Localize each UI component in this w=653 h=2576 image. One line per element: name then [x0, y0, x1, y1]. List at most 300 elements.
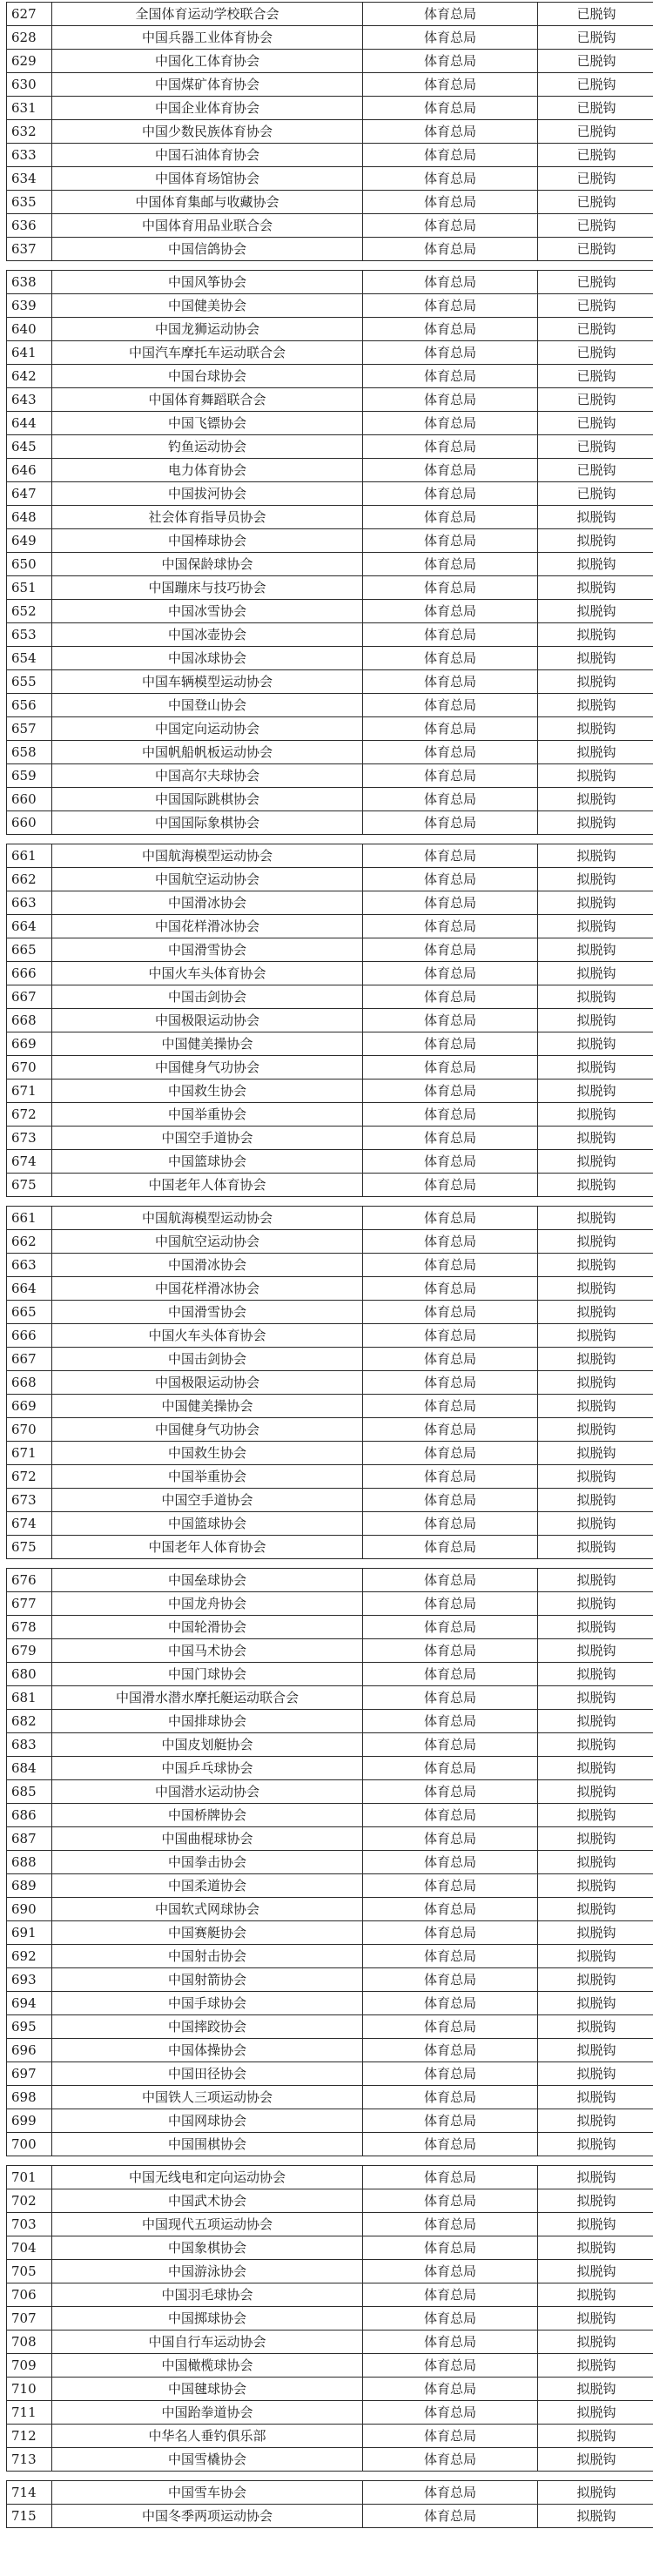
- table-row: [7, 741, 653, 764]
- supervising-department: 体育总局: [363, 2086, 538, 2109]
- supervising-department: 体育总局: [363, 388, 538, 412]
- decoupling-status: 拟脱钩: [538, 1348, 653, 1371]
- table-row: [7, 2133, 653, 2156]
- row-number: 659: [7, 764, 52, 788]
- row-number: 671: [7, 1079, 52, 1103]
- row-number: 672: [7, 1465, 52, 1489]
- decoupling-status: 已脱钩: [538, 238, 653, 261]
- supervising-department: 体育总局: [363, 2505, 538, 2528]
- association-name: 中国滑冰协会: [52, 1254, 363, 1277]
- row-number: 699: [7, 2109, 52, 2133]
- supervising-department: 体育总局: [363, 167, 538, 191]
- supervising-department: 体育总局: [363, 717, 538, 741]
- decoupling-status: 拟脱钩: [538, 1395, 653, 1418]
- decoupling-status: 已脱钩: [538, 144, 653, 167]
- table-row: [7, 576, 653, 600]
- row-number: 695: [7, 2015, 52, 2039]
- decoupling-status: 拟脱钩: [538, 2109, 653, 2133]
- row-number: 673: [7, 1127, 52, 1150]
- association-name: 中国滑冰协会: [52, 891, 363, 915]
- row-number: 660: [7, 788, 52, 811]
- supervising-department: 体育总局: [363, 214, 538, 238]
- row-number: 671: [7, 1442, 52, 1465]
- decoupling-status: 拟脱钩: [538, 915, 653, 938]
- row-number: 712: [7, 2425, 52, 2448]
- row-number: 705: [7, 2260, 52, 2283]
- table-row: [7, 97, 653, 120]
- supervising-department: 体育总局: [363, 1592, 538, 1616]
- decoupling-status: 拟脱钩: [538, 506, 653, 529]
- supervising-department: 体育总局: [363, 2109, 538, 2133]
- association-name: 中国健美操协会: [52, 1395, 363, 1418]
- table-row: [7, 1230, 653, 1254]
- row-number: 685: [7, 1780, 52, 1804]
- supervising-department: 体育总局: [363, 529, 538, 553]
- decoupling-status: 拟脱钩: [538, 1009, 653, 1032]
- decoupling-status: 拟脱钩: [538, 1639, 653, 1663]
- decoupling-status: 拟脱钩: [538, 2166, 653, 2189]
- table-row: [7, 2425, 653, 2448]
- table-row: [7, 2307, 653, 2331]
- supervising-department: 体育总局: [363, 1489, 538, 1512]
- row-number: 651: [7, 576, 52, 600]
- table-row: [7, 2354, 653, 2378]
- association-name: 中国高尔夫球协会: [52, 764, 363, 788]
- row-number: 686: [7, 1804, 52, 1827]
- decoupling-status: 拟脱钩: [538, 1968, 653, 1992]
- supervising-department: 体育总局: [363, 1992, 538, 2015]
- decoupling-status: 已脱钩: [538, 318, 653, 341]
- decoupling-status: 拟脱钩: [538, 2039, 653, 2062]
- table-row: [7, 26, 653, 50]
- association-name: 中国花样滑冰协会: [52, 1277, 363, 1301]
- association-name: 中国田径协会: [52, 2062, 363, 2086]
- supervising-department: 体育总局: [363, 2401, 538, 2425]
- decoupling-status: 拟脱钩: [538, 2086, 653, 2109]
- table-row: [7, 1536, 653, 1559]
- decoupling-status: 拟脱钩: [538, 576, 653, 600]
- decoupling-status: 拟脱钩: [538, 2331, 653, 2354]
- decoupling-status: 拟脱钩: [538, 670, 653, 694]
- association-name: 中国射箭协会: [52, 1968, 363, 1992]
- supervising-department: 体育总局: [363, 938, 538, 962]
- decoupling-status: 拟脱钩: [538, 2283, 653, 2307]
- supervising-department: 体育总局: [363, 238, 538, 261]
- table-row: [7, 412, 653, 435]
- table-row: [7, 2448, 653, 2472]
- row-number: 637: [7, 238, 52, 261]
- association-name: 中国棒球协会: [52, 529, 363, 553]
- association-name: 中国国际象棋协会: [52, 811, 363, 835]
- supervising-department: 体育总局: [363, 844, 538, 868]
- association-name: 中国信鸽协会: [52, 238, 363, 261]
- association-name: 中国火车头体育协会: [52, 962, 363, 985]
- decoupling-status: 拟脱钩: [538, 1371, 653, 1395]
- supervising-department: 体育总局: [363, 2039, 538, 2062]
- decoupling-status: 拟脱钩: [538, 1032, 653, 1056]
- supervising-department: 体育总局: [363, 1569, 538, 1592]
- association-name: 中国车辆模型运动协会: [52, 670, 363, 694]
- association-name: 中国健美操协会: [52, 1032, 363, 1056]
- table-row: [7, 1512, 653, 1536]
- association-table: [6, 270, 653, 835]
- decoupling-status: 拟脱钩: [538, 2189, 653, 2213]
- table-row: [7, 50, 653, 73]
- supervising-department: 体育总局: [363, 1686, 538, 1710]
- table-row: [7, 1207, 653, 1230]
- supervising-department: 体育总局: [363, 1804, 538, 1827]
- decoupling-status: 拟脱钩: [538, 1921, 653, 1945]
- row-number: 697: [7, 2062, 52, 2086]
- decoupling-status: 已脱钩: [538, 482, 653, 506]
- table-row: [7, 1056, 653, 1079]
- association-name: 中国象棋协会: [52, 2236, 363, 2260]
- table-row: [7, 670, 653, 694]
- row-number: 701: [7, 2166, 52, 2189]
- row-number: 693: [7, 1968, 52, 1992]
- table-segment: [6, 2, 647, 261]
- supervising-department: 体育总局: [363, 1512, 538, 1536]
- association-name: 中国马术协会: [52, 1639, 363, 1663]
- row-number: 650: [7, 553, 52, 576]
- row-number: 661: [7, 844, 52, 868]
- association-name: 中国汽车摩托车运动联合会: [52, 341, 363, 365]
- decoupling-status: 拟脱钩: [538, 1945, 653, 1968]
- supervising-department: 体育总局: [363, 1536, 538, 1559]
- decoupling-status: 拟脱钩: [538, 717, 653, 741]
- table-row: [7, 2401, 653, 2425]
- decoupling-status: 已脱钩: [538, 294, 653, 318]
- row-number: 692: [7, 1945, 52, 1968]
- row-number: 635: [7, 191, 52, 214]
- association-name: 中国冰雪协会: [52, 600, 363, 623]
- supervising-department: 体育总局: [363, 506, 538, 529]
- decoupling-status: 拟脱钩: [538, 2062, 653, 2086]
- supervising-department: 体育总局: [363, 962, 538, 985]
- table-row: [7, 506, 653, 529]
- table-row: [7, 1569, 653, 1592]
- association-name: 中国游泳协会: [52, 2260, 363, 2283]
- association-name: 中国羽毛球协会: [52, 2283, 363, 2307]
- row-number: 665: [7, 938, 52, 962]
- supervising-department: 体育总局: [363, 915, 538, 938]
- row-number: 694: [7, 1992, 52, 2015]
- table-row: [7, 2283, 653, 2307]
- row-number: 690: [7, 1898, 52, 1921]
- decoupling-status: 拟脱钩: [538, 1569, 653, 1592]
- supervising-department: 体育总局: [363, 435, 538, 459]
- table-row: [7, 191, 653, 214]
- decoupling-status: 拟脱钩: [538, 1851, 653, 1874]
- supervising-department: 体育总局: [363, 2236, 538, 2260]
- association-name: 中国体育用品业联合会: [52, 214, 363, 238]
- association-name: 电力体育协会: [52, 459, 363, 482]
- table-row: [7, 1032, 653, 1056]
- table-row: [7, 1780, 653, 1804]
- association-name: 中国保龄球协会: [52, 553, 363, 576]
- association-name: 中国体育舞蹈联合会: [52, 388, 363, 412]
- table-row: [7, 1827, 653, 1851]
- association-name: 中国航海模型运动协会: [52, 844, 363, 868]
- association-name: 中国蹦床与技巧协会: [52, 576, 363, 600]
- row-number: 642: [7, 365, 52, 388]
- association-name: 中国健美协会: [52, 294, 363, 318]
- table-row: [7, 844, 653, 868]
- decoupling-status: 已脱钩: [538, 271, 653, 294]
- supervising-department: 体育总局: [363, 2260, 538, 2283]
- association-name: 中国救生协会: [52, 1079, 363, 1103]
- table-row: [7, 1663, 653, 1686]
- supervising-department: 体育总局: [363, 694, 538, 717]
- supervising-department: 体育总局: [363, 459, 538, 482]
- table-row: [7, 1851, 653, 1874]
- row-number: 700: [7, 2133, 52, 2156]
- association-name: 中国潜水运动协会: [52, 1780, 363, 1804]
- supervising-department: 体育总局: [363, 1230, 538, 1254]
- table-row: [7, 2213, 653, 2236]
- supervising-department: 体育总局: [363, 788, 538, 811]
- row-number: 687: [7, 1827, 52, 1851]
- decoupling-status: 拟脱钩: [538, 1616, 653, 1639]
- association-name: 中国橄榄球协会: [52, 2354, 363, 2378]
- row-number: 655: [7, 670, 52, 694]
- row-number: 714: [7, 2481, 52, 2505]
- decoupling-status: 拟脱钩: [538, 2425, 653, 2448]
- association-name: 中国救生协会: [52, 1442, 363, 1465]
- supervising-department: 体育总局: [363, 1757, 538, 1780]
- row-number: 708: [7, 2331, 52, 2354]
- table-row: [7, 1710, 653, 1733]
- row-number: 661: [7, 1207, 52, 1230]
- row-number: 680: [7, 1663, 52, 1686]
- table-row: [7, 1277, 653, 1301]
- row-number: 645: [7, 435, 52, 459]
- decoupling-status: 已脱钩: [538, 97, 653, 120]
- row-number: 627: [7, 3, 52, 26]
- supervising-department: 体育总局: [363, 1324, 538, 1348]
- decoupling-status: 拟脱钩: [538, 1536, 653, 1559]
- decoupling-status: 拟脱钩: [538, 2133, 653, 2156]
- association-name: 中国帆船帆板运动协会: [52, 741, 363, 764]
- row-number: 706: [7, 2283, 52, 2307]
- supervising-department: 体育总局: [363, 1418, 538, 1442]
- decoupling-status: 拟脱钩: [538, 1874, 653, 1898]
- row-number: 634: [7, 167, 52, 191]
- decoupling-status: 拟脱钩: [538, 764, 653, 788]
- row-number: 657: [7, 717, 52, 741]
- decoupling-status: 拟脱钩: [538, 529, 653, 553]
- association-name: 中国企业体育协会: [52, 97, 363, 120]
- row-number: 663: [7, 891, 52, 915]
- supervising-department: 体育总局: [363, 553, 538, 576]
- association-name: 中国冬季两项运动协会: [52, 2505, 363, 2528]
- decoupling-status: 拟脱钩: [538, 694, 653, 717]
- association-name: 中国桥牌协会: [52, 1804, 363, 1827]
- association-name: 中国龙狮运动协会: [52, 318, 363, 341]
- decoupling-status: 拟脱钩: [538, 647, 653, 670]
- association-name: 中国航海模型运动协会: [52, 1207, 363, 1230]
- row-number: 664: [7, 915, 52, 938]
- table-row: [7, 2236, 653, 2260]
- association-table: [6, 1568, 653, 2156]
- table-row: [7, 238, 653, 261]
- table-row: [7, 1945, 653, 1968]
- association-name: 中国铁人三项运动协会: [52, 2086, 363, 2109]
- supervising-department: 体育总局: [363, 365, 538, 388]
- row-number: 648: [7, 506, 52, 529]
- row-number: 684: [7, 1757, 52, 1780]
- decoupling-status: 拟脱钩: [538, 1418, 653, 1442]
- association-name: 中国登山协会: [52, 694, 363, 717]
- table-row: [7, 1442, 653, 1465]
- row-number: 675: [7, 1174, 52, 1197]
- row-number: 707: [7, 2307, 52, 2331]
- association-name: 中国健身气功协会: [52, 1418, 363, 1442]
- association-name: 中国举重协会: [52, 1465, 363, 1489]
- table-row: [7, 600, 653, 623]
- decoupling-status: 拟脱钩: [538, 2505, 653, 2528]
- association-name: 中国航空运动协会: [52, 868, 363, 891]
- association-name: 中国花样滑冰协会: [52, 915, 363, 938]
- table-row: [7, 341, 653, 365]
- row-number: 704: [7, 2236, 52, 2260]
- row-number: 696: [7, 2039, 52, 2062]
- table-row: [7, 1371, 653, 1395]
- association-name: 中国无线电和定向运动协会: [52, 2166, 363, 2189]
- association-table: [6, 1206, 653, 1559]
- row-number: 691: [7, 1921, 52, 1945]
- table-row: [7, 365, 653, 388]
- supervising-department: 体育总局: [363, 2331, 538, 2354]
- decoupling-status: 拟脱钩: [538, 891, 653, 915]
- table-row: [7, 2166, 653, 2189]
- association-name: 中国冰球协会: [52, 647, 363, 670]
- association-name: 中国毽球协会: [52, 2378, 363, 2401]
- supervising-department: 体育总局: [363, 2062, 538, 2086]
- table-row: [7, 811, 653, 835]
- supervising-department: 体育总局: [363, 1780, 538, 1804]
- supervising-department: 体育总局: [363, 2166, 538, 2189]
- table-segment: [6, 1206, 647, 1559]
- association-name: 社会体育指导员协会: [52, 506, 363, 529]
- table-row: [7, 868, 653, 891]
- decoupling-status: 拟脱钩: [538, 1686, 653, 1710]
- row-number: 668: [7, 1371, 52, 1395]
- row-number: 660: [7, 811, 52, 835]
- association-name: 中国少数民族体育协会: [52, 120, 363, 144]
- association-name: 中国门球协会: [52, 1663, 363, 1686]
- row-number: 709: [7, 2354, 52, 2378]
- association-name: 中国滑雪协会: [52, 938, 363, 962]
- row-number: 667: [7, 985, 52, 1009]
- table-row: [7, 1489, 653, 1512]
- decoupling-status: 拟脱钩: [538, 962, 653, 985]
- decoupling-status: 拟脱钩: [538, 1207, 653, 1230]
- decoupling-status: 拟脱钩: [538, 1277, 653, 1301]
- supervising-department: 体育总局: [363, 271, 538, 294]
- table-row: [7, 529, 653, 553]
- row-number: 644: [7, 412, 52, 435]
- association-name: 中国空手道协会: [52, 1127, 363, 1150]
- supervising-department: 体育总局: [363, 26, 538, 50]
- association-name: 中国老年人体育协会: [52, 1174, 363, 1197]
- table-row: [7, 144, 653, 167]
- association-name: 中国现代五项运动协会: [52, 2213, 363, 2236]
- association-name: 中国极限运动协会: [52, 1371, 363, 1395]
- supervising-department: 体育总局: [363, 891, 538, 915]
- supervising-department: 体育总局: [363, 1079, 538, 1103]
- association-name: 中国飞镖协会: [52, 412, 363, 435]
- decoupling-status: 拟脱钩: [538, 1301, 653, 1324]
- row-number: 672: [7, 1103, 52, 1127]
- association-name: 中国乒乓球协会: [52, 1757, 363, 1780]
- table-row: [7, 120, 653, 144]
- table-row: [7, 1968, 653, 1992]
- table-row: [7, 1324, 653, 1348]
- row-number: 631: [7, 97, 52, 120]
- decoupling-status: 拟脱钩: [538, 2015, 653, 2039]
- table-row: [7, 647, 653, 670]
- table-row: [7, 2109, 653, 2133]
- table-row: [7, 764, 653, 788]
- row-number: 628: [7, 26, 52, 50]
- association-name: 中国轮滑协会: [52, 1616, 363, 1639]
- table-row: [7, 1348, 653, 1371]
- table-row: [7, 294, 653, 318]
- row-number: 675: [7, 1536, 52, 1559]
- supervising-department: 体育总局: [363, 811, 538, 835]
- decoupling-status: 已脱钩: [538, 50, 653, 73]
- table-row: [7, 1395, 653, 1418]
- association-name: 中国垒球协会: [52, 1569, 363, 1592]
- table-row: [7, 1127, 653, 1150]
- decoupling-status: 已脱钩: [538, 459, 653, 482]
- table-row: [7, 1103, 653, 1127]
- table-row: [7, 1898, 653, 1921]
- table-row: [7, 459, 653, 482]
- row-number: 669: [7, 1032, 52, 1056]
- table-row: [7, 2331, 653, 2354]
- association-name: 中国拳击协会: [52, 1851, 363, 1874]
- decoupling-status: 拟脱钩: [538, 553, 653, 576]
- decoupling-status: 拟脱钩: [538, 2448, 653, 2472]
- table-row: [7, 167, 653, 191]
- table-row: [7, 1804, 653, 1827]
- supervising-department: 体育总局: [363, 294, 538, 318]
- supervising-department: 体育总局: [363, 1032, 538, 1056]
- decoupling-status: 拟脱钩: [538, 1324, 653, 1348]
- table-row: [7, 1757, 653, 1780]
- table-segment: [6, 2165, 647, 2472]
- supervising-department: 体育总局: [363, 670, 538, 694]
- supervising-department: 体育总局: [363, 1127, 538, 1150]
- table-row: [7, 1874, 653, 1898]
- row-number: 666: [7, 1324, 52, 1348]
- table-row: [7, 2039, 653, 2062]
- table-row: [7, 388, 653, 412]
- decoupling-status: 已脱钩: [538, 388, 653, 412]
- decoupling-status: 拟脱钩: [538, 1127, 653, 1150]
- row-number: 663: [7, 1254, 52, 1277]
- table-row: [7, 2062, 653, 2086]
- supervising-department: 体育总局: [363, 600, 538, 623]
- association-name: 中国自行车运动协会: [52, 2331, 363, 2354]
- supervising-department: 体育总局: [363, 1616, 538, 1639]
- table-row: [7, 1639, 653, 1663]
- supervising-department: 体育总局: [363, 1395, 538, 1418]
- row-number: 632: [7, 120, 52, 144]
- decoupling-status: 拟脱钩: [538, 1992, 653, 2015]
